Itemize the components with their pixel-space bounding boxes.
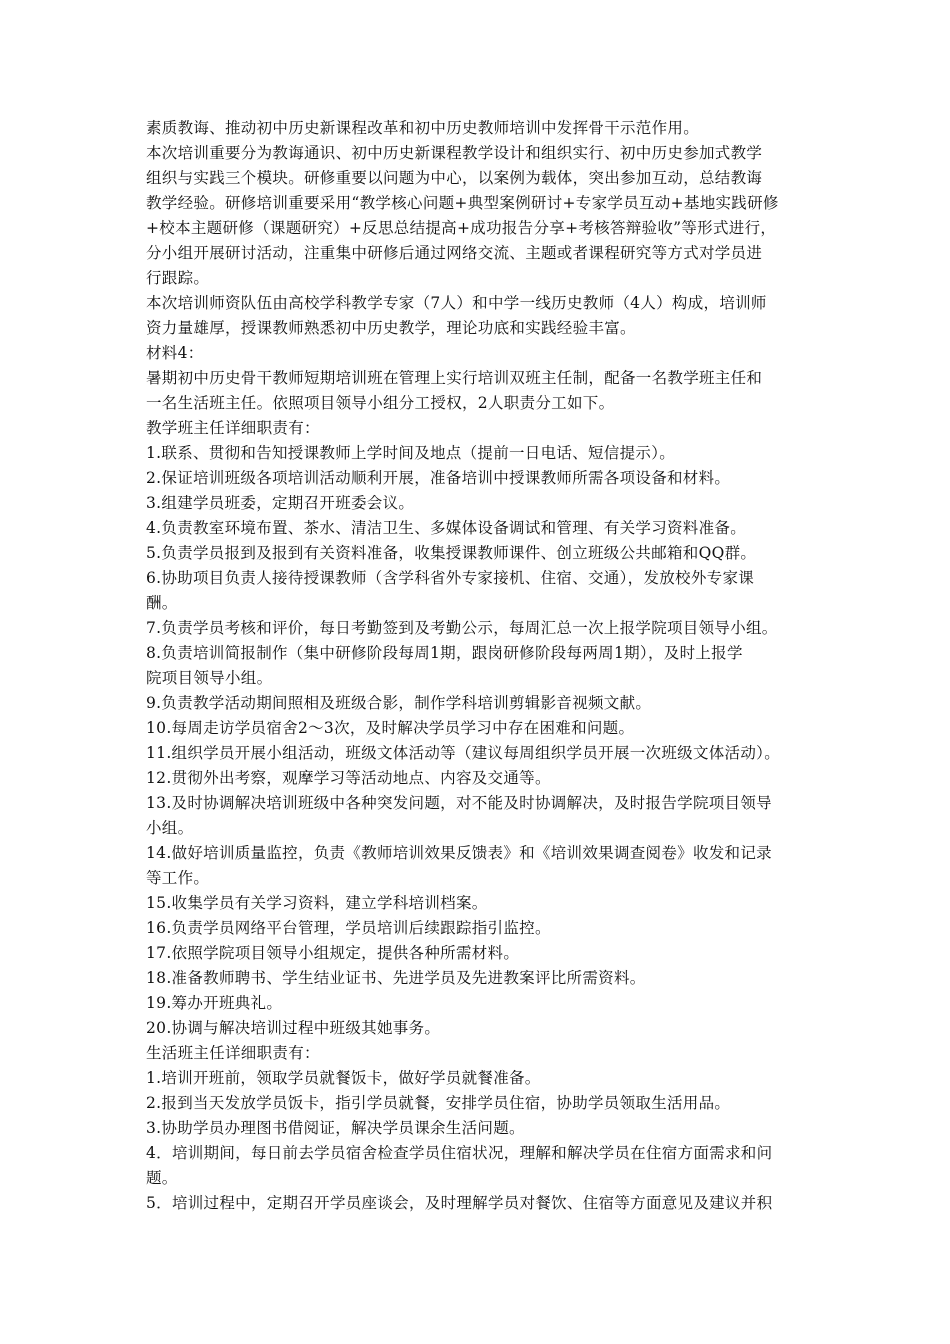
subsection-heading: 生活班主任详细职责有： — [146, 1044, 320, 1062]
list-item: 4.负责教室环境布置、茶水、清洁卫生、多媒体设备调试和管理、有关学习资料准备。 — [146, 519, 746, 537]
list-item: 17.依照学院项目领导小组规定，提供各种所需材料。 — [146, 944, 520, 962]
list-item: 5．培训过程中，定期召开学员座谈会，及时理解学员对餐饮、住宿等方面意见及建议并积 — [146, 1194, 773, 1212]
list-item: 2.报到当天发放学员饭卡，指引学员就餐，安排学员住宿，协助学员领取生活用品。 — [146, 1094, 731, 1112]
document-body — [146, 116, 826, 1216]
subsection-heading: 教学班主任详细职责有： — [146, 419, 320, 437]
list-item: 9.负责教学活动期间照相及班级合影，制作学科培训剪辑影音视频文献。 — [146, 694, 652, 712]
list-item-continuation: 题。 — [146, 1169, 178, 1187]
list-item-continuation: 酬。 — [146, 594, 178, 612]
text-line: 资力量雄厚，授课教师熟悉初中历史教学，理论功底和实践经验丰富。 — [146, 319, 636, 337]
list-item-continuation: 小组。 — [146, 819, 194, 837]
text-line: 组织与实践三个模块。研修重要以问题为中心，以案例为载体，突出参加互动，总结教诲 — [146, 169, 763, 187]
list-item: 13.及时协调解决培训班级中各种突发问题，对不能及时协调解决，及时报告学院项目领导 — [146, 794, 772, 812]
list-item: 15.收集学员有关学习资料，建立学科培训档案。 — [146, 894, 488, 912]
list-item: 11.组织学员开展小组活动，班级文体活动等（建议每周组织学员开展一次班级文体活动）。 — [146, 744, 781, 762]
list-item: 1.联系、贯彻和告知授课教师上学时间及地点（提前一日电话、短信提示）。 — [146, 444, 676, 462]
text-line: 行跟踪。 — [146, 269, 210, 287]
list-item: 6.协助项目负责人接待授课教师（含学科省外专家接机、住宿、交通），发放校外专家课 — [146, 569, 755, 587]
list-item: 16.负责学员网络平台管理，学员培训后续跟踪指引监控。 — [146, 919, 551, 937]
text-line: 分小组开展研讨活动，注重集中研修后通过网络交流、主题或者课程研究等方式对学员进 — [146, 244, 763, 262]
text-line: 暑期初中历史骨干教师短期培训班在管理上实行培训双班主任制，配备一名教学班主任和 — [146, 369, 763, 387]
list-item: 10.每周走访学员宿舍2～3次，及时解决学员学习中存在困难和问题。 — [146, 719, 635, 737]
text-line: 一名生活班主任。依照项目领导小组分工授权，2人职责分工如下。 — [146, 394, 615, 412]
list-item: 3.协助学员办理图书借阅证，解决学员课余生活问题。 — [146, 1119, 525, 1137]
list-item: 3.组建学员班委，定期召开班委会议。 — [146, 494, 415, 512]
list-item: 2.保证培训班级各项培训活动顺利开展，准备培训中授课教师所需各项设备和材料。 — [146, 469, 731, 487]
list-item-continuation: 院项目领导小组。 — [146, 669, 273, 687]
list-item: 4．培训期间，每日前去学员宿舍检查学员住宿状况，理解和解决学员在住宿方面需求和问 — [146, 1144, 773, 1162]
list-item: 18.准备教师聘书、学生结业证书、先进学员及先进教案评比所需资料。 — [146, 969, 646, 987]
list-item-continuation: 等工作。 — [146, 869, 210, 887]
list-item: 8.负责培训简报制作（集中研修阶段每周1期，跟岗研修阶段每两周1期），及时上报学 — [146, 644, 743, 662]
text-line: 教学经验。研修培训重要采用“教学核心问题+典型案例研讨+专家学员互动+基地实践研修 — [146, 194, 779, 212]
text-line: 素质教诲、推动初中历史新课程改革和初中历史教师培训中发挥骨干示范作用。 — [146, 119, 700, 137]
text-line: 本次培训师资队伍由高校学科教学专家（7人）和中学一线历史教师（4人）构成，培训师 — [146, 294, 767, 312]
list-item: 14.做好培训质量监控，负责《教师培训效果反馈表》和《培训效果调查阅卷》收发和记录 — [146, 844, 772, 862]
list-item: 12.贯彻外出考察，观摩学习等活动地点、内容及交通等。 — [146, 769, 551, 787]
list-item: 7.负责学员考核和评价，每日考勤签到及考勤公示，每周汇总一次上报学院项目领导小组。 — [146, 619, 778, 637]
list-item: 5.负责学员报到及报到有关资料准备，收集授课教师课件、创立班级公共邮箱和QQ群。 — [146, 544, 757, 562]
text-line: 本次培训重要分为教诲通识、初中历史新课程教学设计和组织实行、初中历史参加式教学 — [146, 144, 763, 162]
text-line: +校本主题研修（课题研究）+反思总结提高+成功报告分享+考核答辩验收”等形式进行， — [146, 219, 777, 237]
list-item: 20.协调与解决培训过程中班级其她事务。 — [146, 1019, 441, 1037]
section-heading: 材料4： — [146, 344, 204, 362]
list-item: 1.培训开班前，领取学员就餐饭卡，做好学员就餐准备。 — [146, 1069, 541, 1087]
list-item: 19.筹办开班典礼。 — [146, 994, 283, 1012]
